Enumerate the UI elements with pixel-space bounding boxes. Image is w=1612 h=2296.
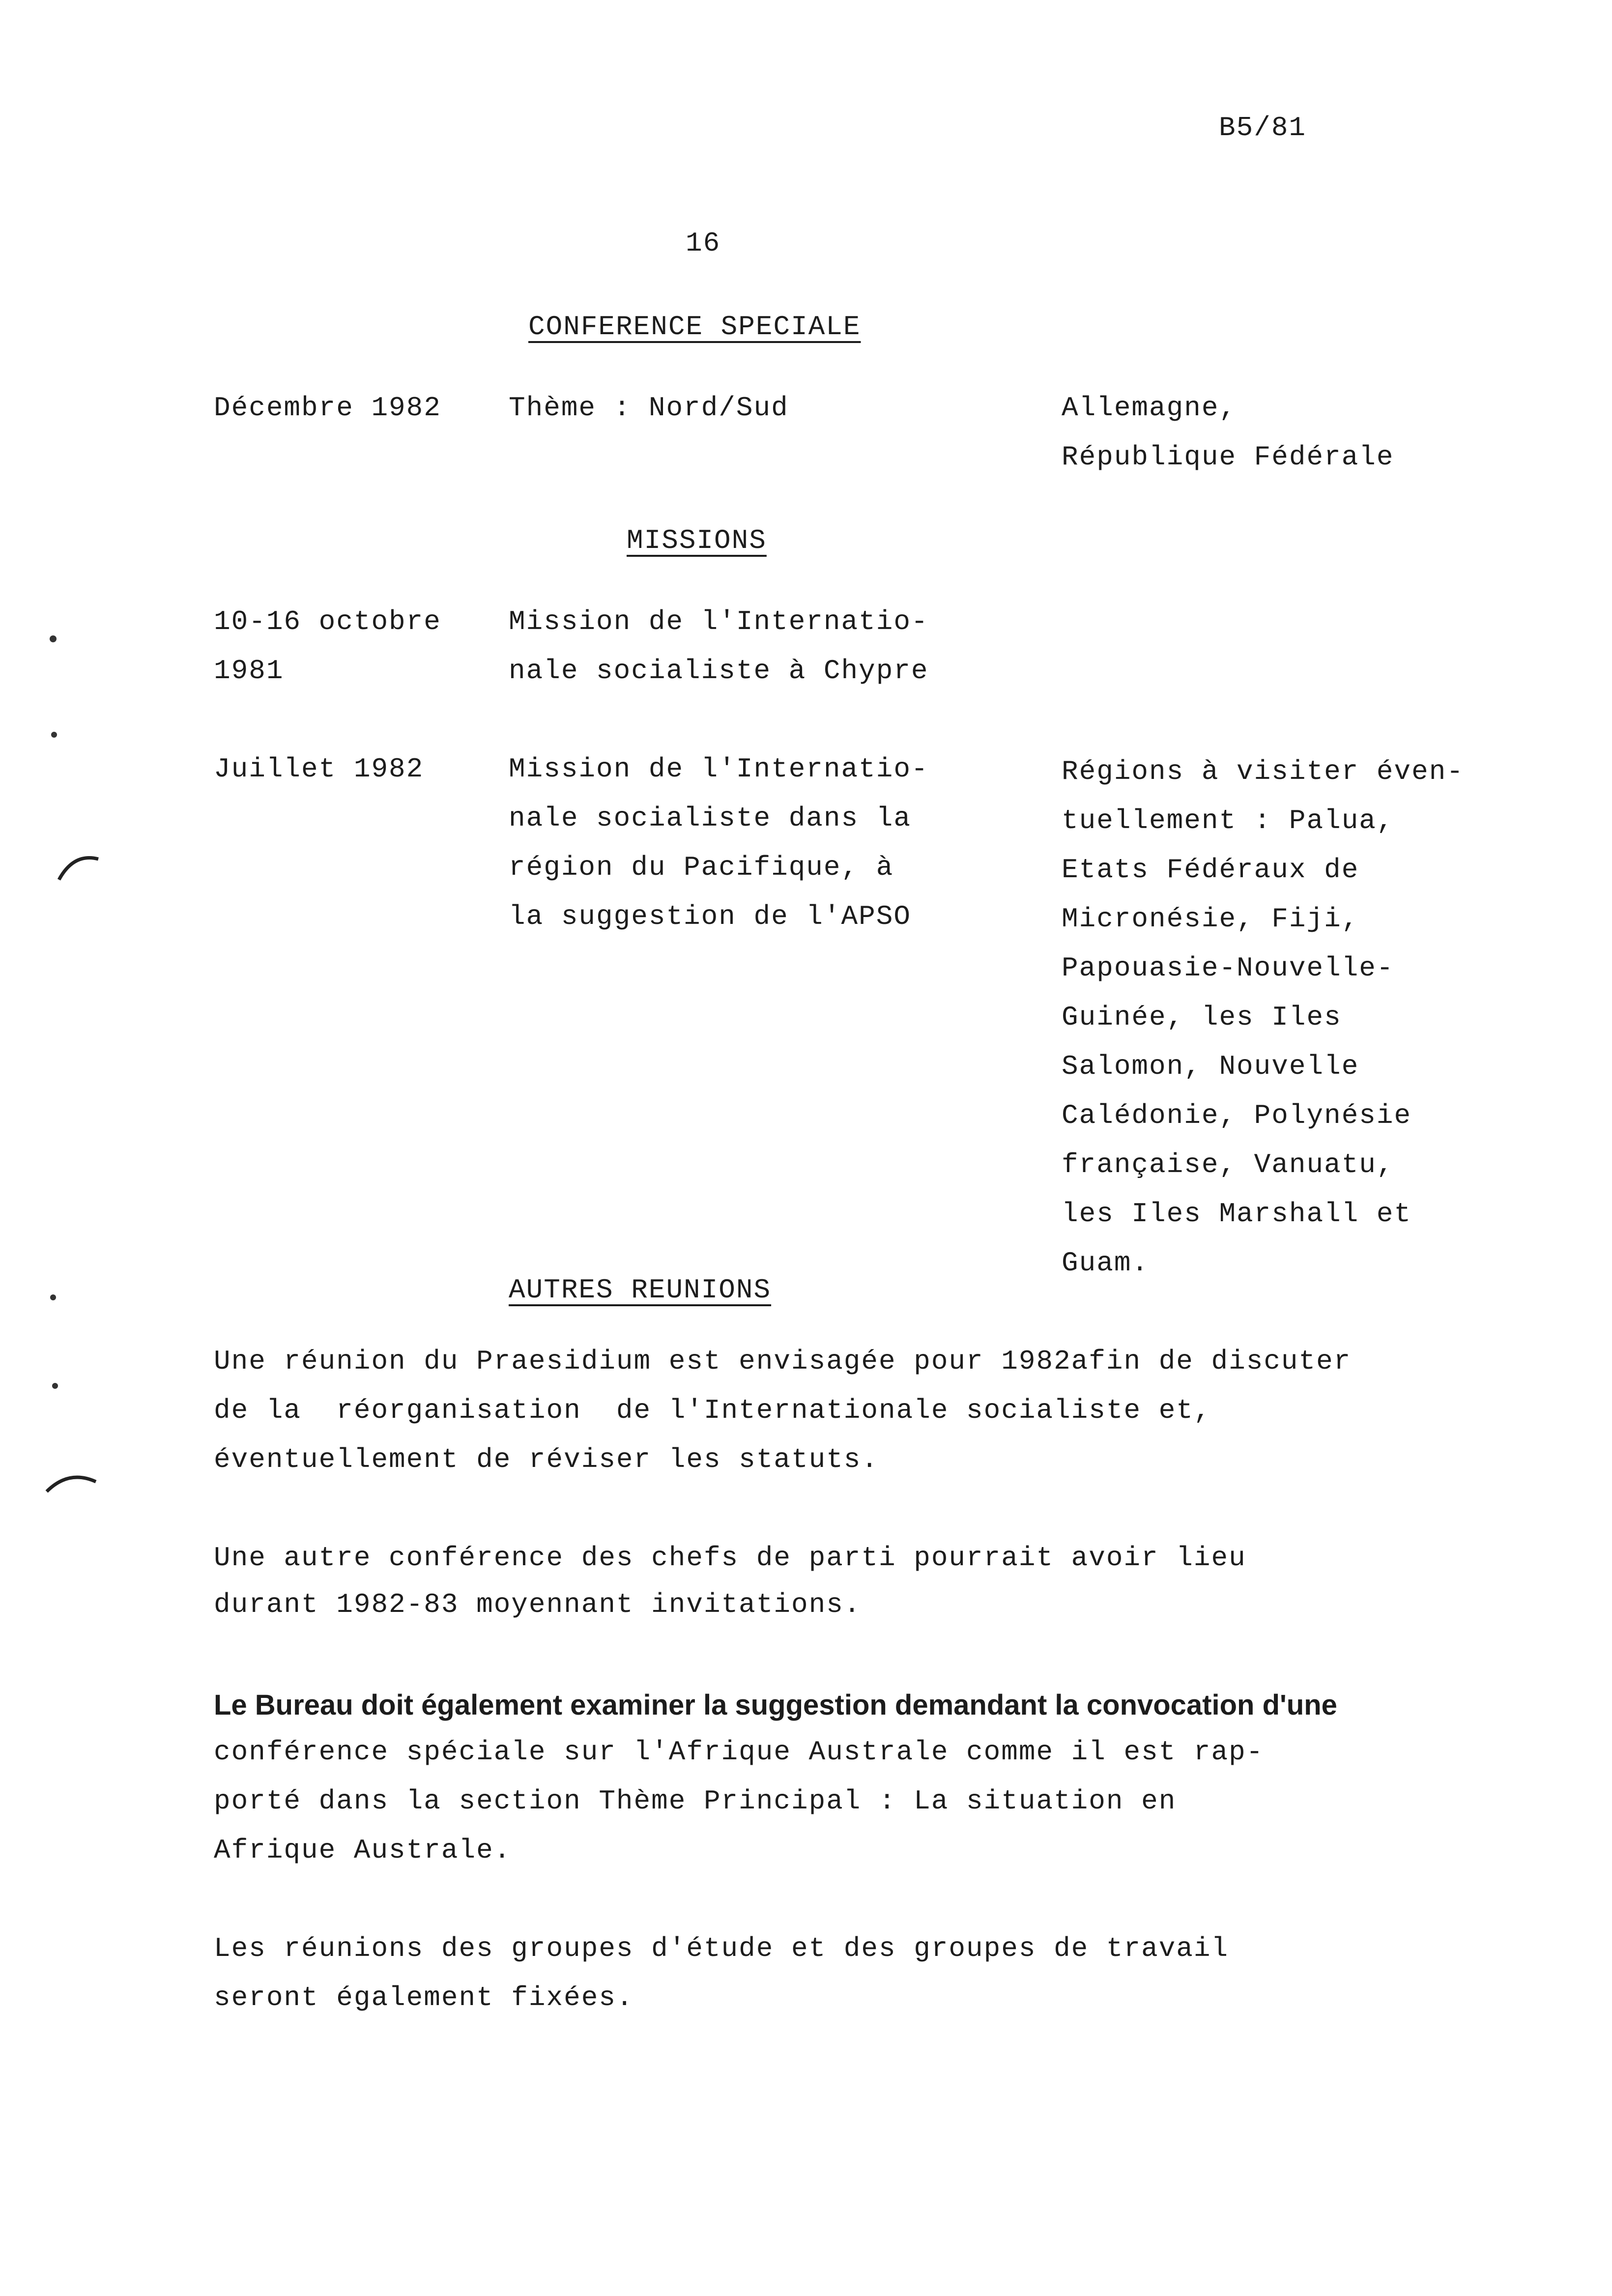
margin-dot — [50, 1294, 56, 1300]
mission-2-description-line-1: Mission de l'Internatio- — [509, 753, 929, 785]
mission-2-location-line-5: Papouasie-Nouvelle- — [1062, 952, 1394, 984]
margin-dot — [51, 732, 57, 738]
mission-2-description-line-3: région du Pacifique, à — [509, 852, 894, 883]
paragraph-1-line-1: Une réunion du Praesidium est envisagée pour 1982afin de discuter — [214, 1346, 1352, 1377]
margin-dot — [52, 1383, 58, 1389]
paragraph-3-line-2: conférence spéciale sur l'Afrique Australe comme il est rap- — [214, 1736, 1264, 1768]
mission-2-description-line-2: nale socialiste dans la — [509, 803, 911, 834]
paragraph-1-line-3: éventuellement de réviser les statuts. — [214, 1444, 879, 1475]
mission-2-location-line-4: Micronésie, Fiji, — [1062, 903, 1359, 935]
paragraph-1-line-2: de la réorganisation de l'Internationale socialiste et, — [214, 1395, 1211, 1426]
missions-heading: MISSIONS — [627, 525, 767, 556]
punch-hole-mark — [59, 858, 98, 880]
mission-2-description-line-4: la suggestion de l'APSO — [509, 901, 911, 932]
mission-2-date-line-1: Juillet 1982 — [214, 753, 424, 785]
mission-1-description-line-1: Mission de l'Internatio- — [509, 606, 929, 637]
paragraph-4-line-2: seront également fixées. — [214, 1982, 634, 2013]
paragraph-3-line-1: Le Bureau doit également examiner la suggestion demandant la convocation d'une — [214, 1689, 1337, 1721]
mission-2-location-line-1: Régions à visiter éven- — [1062, 756, 1464, 787]
document-reference: B5/81 — [1219, 112, 1307, 144]
punch-hole-mark — [47, 1477, 96, 1492]
paragraph-4-line-1: Les réunions des groupes d'étude et des groupes de travail — [214, 1933, 1229, 1964]
paragraph-3-line-3: porté dans la section Thème Principal : La situation en — [214, 1785, 1177, 1817]
paragraph-2-line-2: durant 1982-83 moyennant invitations. — [214, 1589, 862, 1620]
mission-2-location-line-8: Calédonie, Polynésie — [1062, 1100, 1412, 1131]
mission-2-location-line-11: Guam. — [1062, 1247, 1150, 1279]
special-conference-heading: CONFERENCE SPECIALE — [528, 311, 861, 343]
special-conference-date: Décembre 1982 — [214, 392, 441, 424]
paragraph-2-line-1: Une autre conférence des chefs de parti pourrait avoir lieu — [214, 1542, 1246, 1574]
special-conference-location-line-2: République Fédérale — [1062, 441, 1394, 473]
mission-1-date-line-1: 10-16 octobre — [214, 606, 441, 637]
page-number: 16 — [686, 228, 721, 259]
mission-2-location-line-2: tuellement : Palua, — [1062, 805, 1394, 836]
mission-2-location-line-9: française, Vanuatu, — [1062, 1149, 1394, 1180]
paragraph-3-line-4: Afrique Australe. — [214, 1835, 512, 1866]
mission-1-description-line-2: nale socialiste à Chypre — [509, 655, 929, 687]
margin-dot — [50, 635, 57, 642]
mission-2-location-line-3: Etats Fédéraux de — [1062, 854, 1359, 886]
mission-2-location-line-10: les Iles Marshall et — [1062, 1198, 1412, 1230]
special-conference-theme: Thème : Nord/Sud — [509, 392, 789, 424]
other-meetings-heading: AUTRES REUNIONS — [509, 1274, 772, 1306]
mission-1-date-line-2: 1981 — [214, 655, 284, 687]
mission-2-location-line-7: Salomon, Nouvelle — [1062, 1051, 1359, 1082]
mission-2-location-line-6: Guinée, les Iles — [1062, 1002, 1342, 1033]
special-conference-location-line-1: Allemagne, — [1062, 392, 1237, 424]
